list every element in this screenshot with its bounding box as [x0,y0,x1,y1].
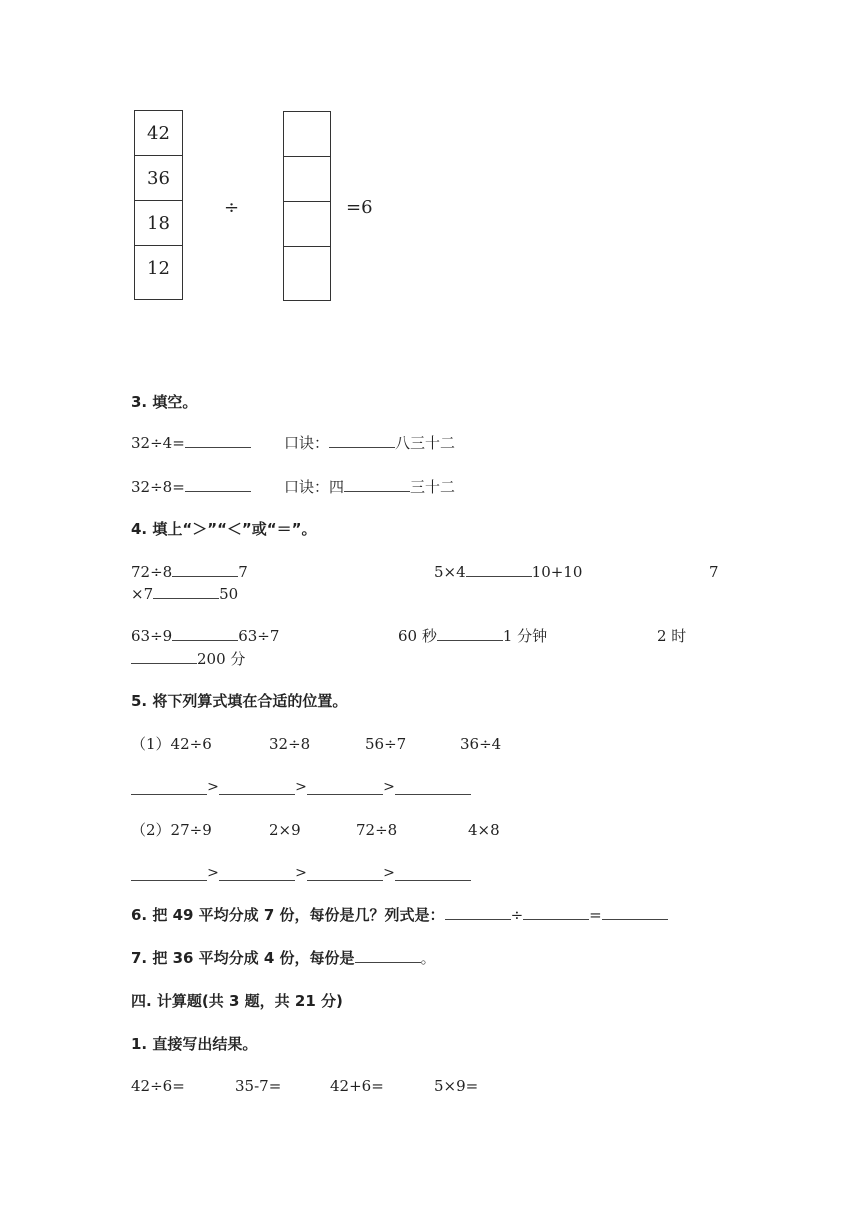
answer-blank[interactable] [172,626,238,641]
answer-blank[interactable] [131,649,197,664]
q3-expr1: 32÷4= [131,434,185,452]
section-4-title: 四. 计算题(共 3 题，共 21 分) [131,992,343,1010]
answer-blank[interactable] [172,562,238,577]
expr: 200 分 [197,650,246,668]
q5-p2-item: 2×9 [269,821,301,839]
number-cell: 12 [147,258,170,279]
expr: 10+10 [531,563,583,581]
equal-sign: = [589,906,602,924]
c1-item: 5×9= [434,1077,479,1095]
q4-r2b [398,626,547,646]
answer-blank[interactable] [466,562,532,577]
q5-p2-item: 72÷8 [356,821,398,839]
answer-blank[interactable] [437,626,503,641]
figure-result: =6 [346,197,373,218]
left-number-column [134,110,183,300]
q6-text: 6. 把 49 平均分成 7 份，每份是几？列式是： [131,906,445,924]
answer-blank[interactable] [329,433,395,448]
mnemonic-label: 口诀：四 [284,478,345,496]
q3-line1 [131,433,251,453]
answer-blank[interactable] [307,780,383,795]
q5-p1-item: 32÷8 [269,735,311,753]
answer-blank[interactable] [307,866,383,881]
answer-blank[interactable] [523,905,589,920]
q4-r2c-start: 2 时 [657,627,687,645]
period: 。 [420,949,436,967]
blank-cell[interactable] [284,247,330,292]
divide-sign: ÷ [510,906,524,924]
answer-blank[interactable] [355,948,421,963]
q4-r1a [131,562,248,582]
gt-sign: > [295,865,307,881]
answer-blank[interactable] [395,780,471,795]
expr: 1 分钟 [502,627,548,645]
q5-p2-label: （2）27÷9 [131,821,212,839]
number-cell: 36 [135,156,182,201]
q4-r1c-start: 7 [709,563,719,581]
c1-item: 42+6= [330,1077,384,1095]
blank-cell[interactable] [284,202,330,247]
q5-p1-label: （1）42÷6 [131,735,212,753]
right-blank-column [283,111,331,301]
expr: 5×4 [434,563,466,581]
answer-blank[interactable] [602,905,668,920]
expr: 60 秒 [398,627,437,645]
mnemonic-suffix: 八三十二 [395,434,456,452]
expr: 7 [238,563,248,581]
blank-cell[interactable] [284,112,330,157]
expr: 50 [219,585,239,603]
answer-blank[interactable] [185,433,251,448]
expr: 63÷7 [238,627,280,645]
gt-sign: > [295,779,307,795]
answer-blank[interactable] [153,584,219,599]
q4-title: 4. 填上“＞”“＜”或“＝”。 [131,520,317,538]
q3-mnemonic2 [284,477,455,497]
answer-blank[interactable] [131,780,207,795]
q5-title: 5. 将下列算式填在合适的位置。 [131,692,348,710]
q3-line2 [131,477,251,497]
answer-blank[interactable] [445,905,511,920]
q4-r2a [131,626,279,646]
gt-sign: > [207,779,219,795]
gt-sign: > [207,865,219,881]
q5-p2-item: 4×8 [468,821,500,839]
answer-blank[interactable] [219,780,295,795]
mnemonic-label: 口诀： [284,434,330,452]
mnemonic-suffix: 三十二 [410,478,456,496]
q3-title: 3. 填空。 [131,393,198,411]
answer-blank[interactable] [131,866,207,881]
c1-item: 35-7= [235,1077,282,1095]
expr: ×7 [131,585,154,603]
gt-sign: > [383,865,395,881]
expr: 72÷8 [131,563,173,581]
q5-p1-item: 36÷4 [460,735,502,753]
c1-title: 1. 直接写出结果。 [131,1035,258,1053]
q3-expr2: 32÷8= [131,478,185,496]
expr: 63÷9 [131,627,173,645]
gt-sign: > [383,779,395,795]
q5-p2-order [131,863,471,883]
q6 [131,905,668,925]
number-cell: 18 [135,201,182,246]
answer-blank[interactable] [185,477,251,492]
q4-r2c-cont [131,649,245,669]
q5-p1-item: 56÷7 [365,735,407,753]
number-cell: 42 [135,111,182,156]
q4-r1b [434,562,582,582]
divide-sign: ÷ [224,197,240,218]
answer-blank[interactable] [395,866,471,881]
q3-mnemonic1 [284,433,455,453]
answer-blank[interactable] [344,477,410,492]
c1-item: 42÷6= [131,1077,185,1095]
q4-r1c-cont [131,584,238,604]
q7 [131,948,436,968]
q7-text: 7. 把 36 平均分成 4 份，每份是 [131,949,355,967]
answer-blank[interactable] [219,866,295,881]
blank-cell[interactable] [284,157,330,202]
q5-p1-order [131,777,471,797]
